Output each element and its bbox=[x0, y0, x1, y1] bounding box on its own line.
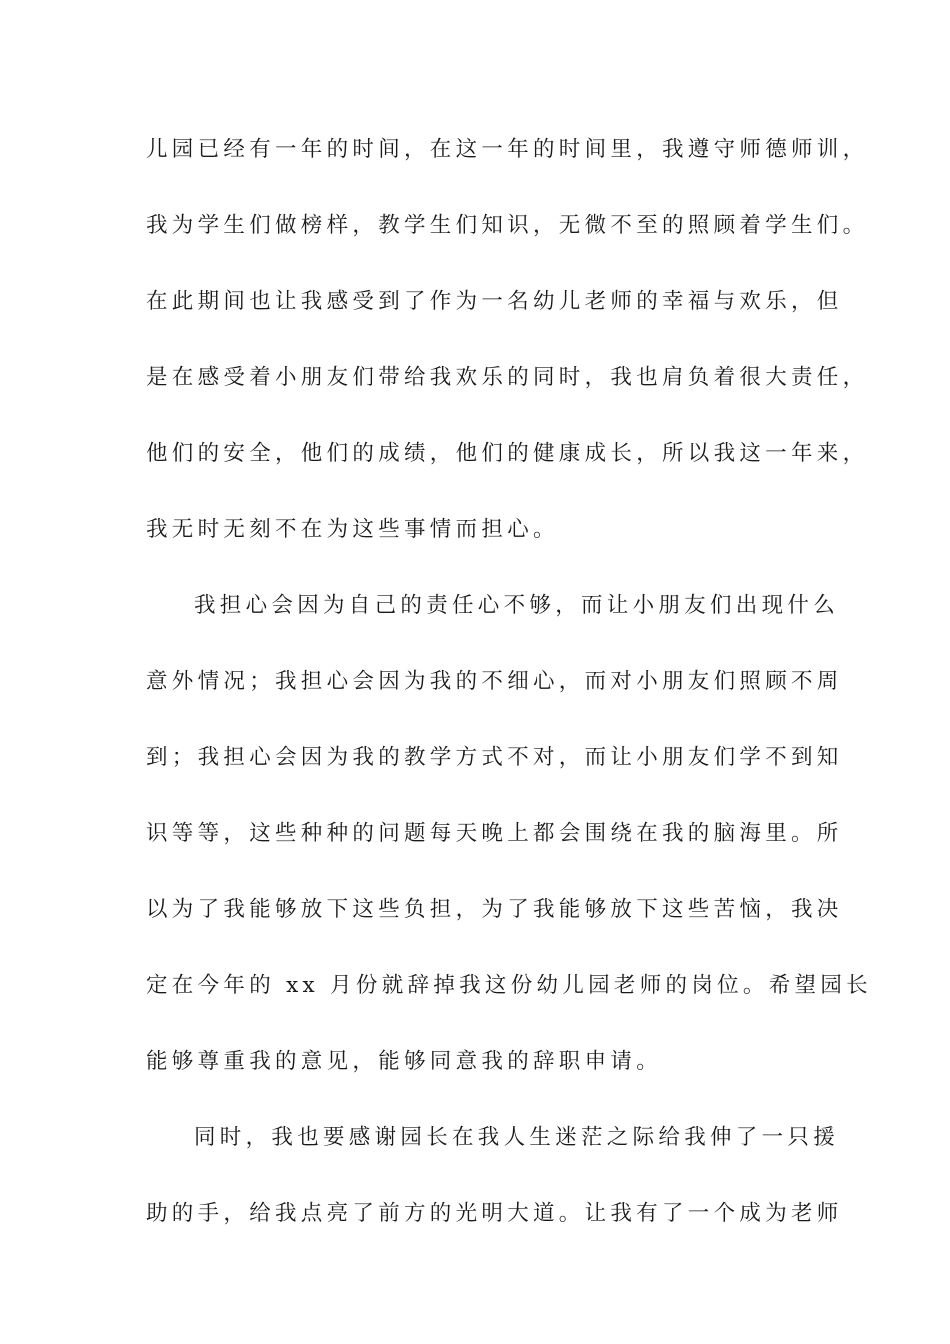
text-line: 以为了我能够放下这些负担，为了我能够放下这些苦恼，我决 bbox=[146, 897, 843, 922]
text-line: 是在感受着小朋友们带给我欢乐的同时，我也肩负着很大责任， bbox=[146, 365, 869, 390]
paragraph-first-line: 我担心会因为自己的责任心不够，而让小朋友们出现什么 bbox=[194, 593, 840, 618]
text-line: 能够尊重我的意见，能够同意我的辞职申请。 bbox=[146, 1049, 663, 1074]
text-line: 助的手，给我点亮了前方的光明大道。让我有了一个成为老师 bbox=[146, 1201, 843, 1226]
text-line: 意外情况；我担心会因为我的不细心，而对小朋友们照顾不周 bbox=[146, 669, 843, 694]
text-line: 我为学生们做榜样，教学生们知识，无微不至的照顾着学生们。 bbox=[146, 213, 869, 238]
text-line: 儿园已经有一年的时间，在这一年的时间里，我遵守师德师训， bbox=[146, 137, 869, 162]
document-body bbox=[146, 128, 872, 1268]
text-line: 我无时无刻不在为这些事情而担心。 bbox=[146, 517, 559, 542]
text-line: 在此期间也让我感受到了作为一名幼儿老师的幸福与欢乐，但 bbox=[146, 289, 843, 314]
text-line: 到；我担心会因为我的教学方式不对，而让小朋友们学不到知 bbox=[146, 745, 843, 770]
paragraph-first-line: 同时，我也要感谢园长在我人生迷茫之际给我伸了一只援 bbox=[194, 1125, 840, 1150]
text-line: 识等等，这些种种的问题每天晚上都会围绕在我的脑海里。所 bbox=[146, 821, 843, 846]
text-line: 他们的安全，他们的成绩，他们的健康成长，所以我这一年来， bbox=[146, 441, 869, 466]
text-line: 定在今年的 xx 月份就辞掉我这份幼儿园老师的岗位。希望园长 bbox=[146, 973, 872, 998]
